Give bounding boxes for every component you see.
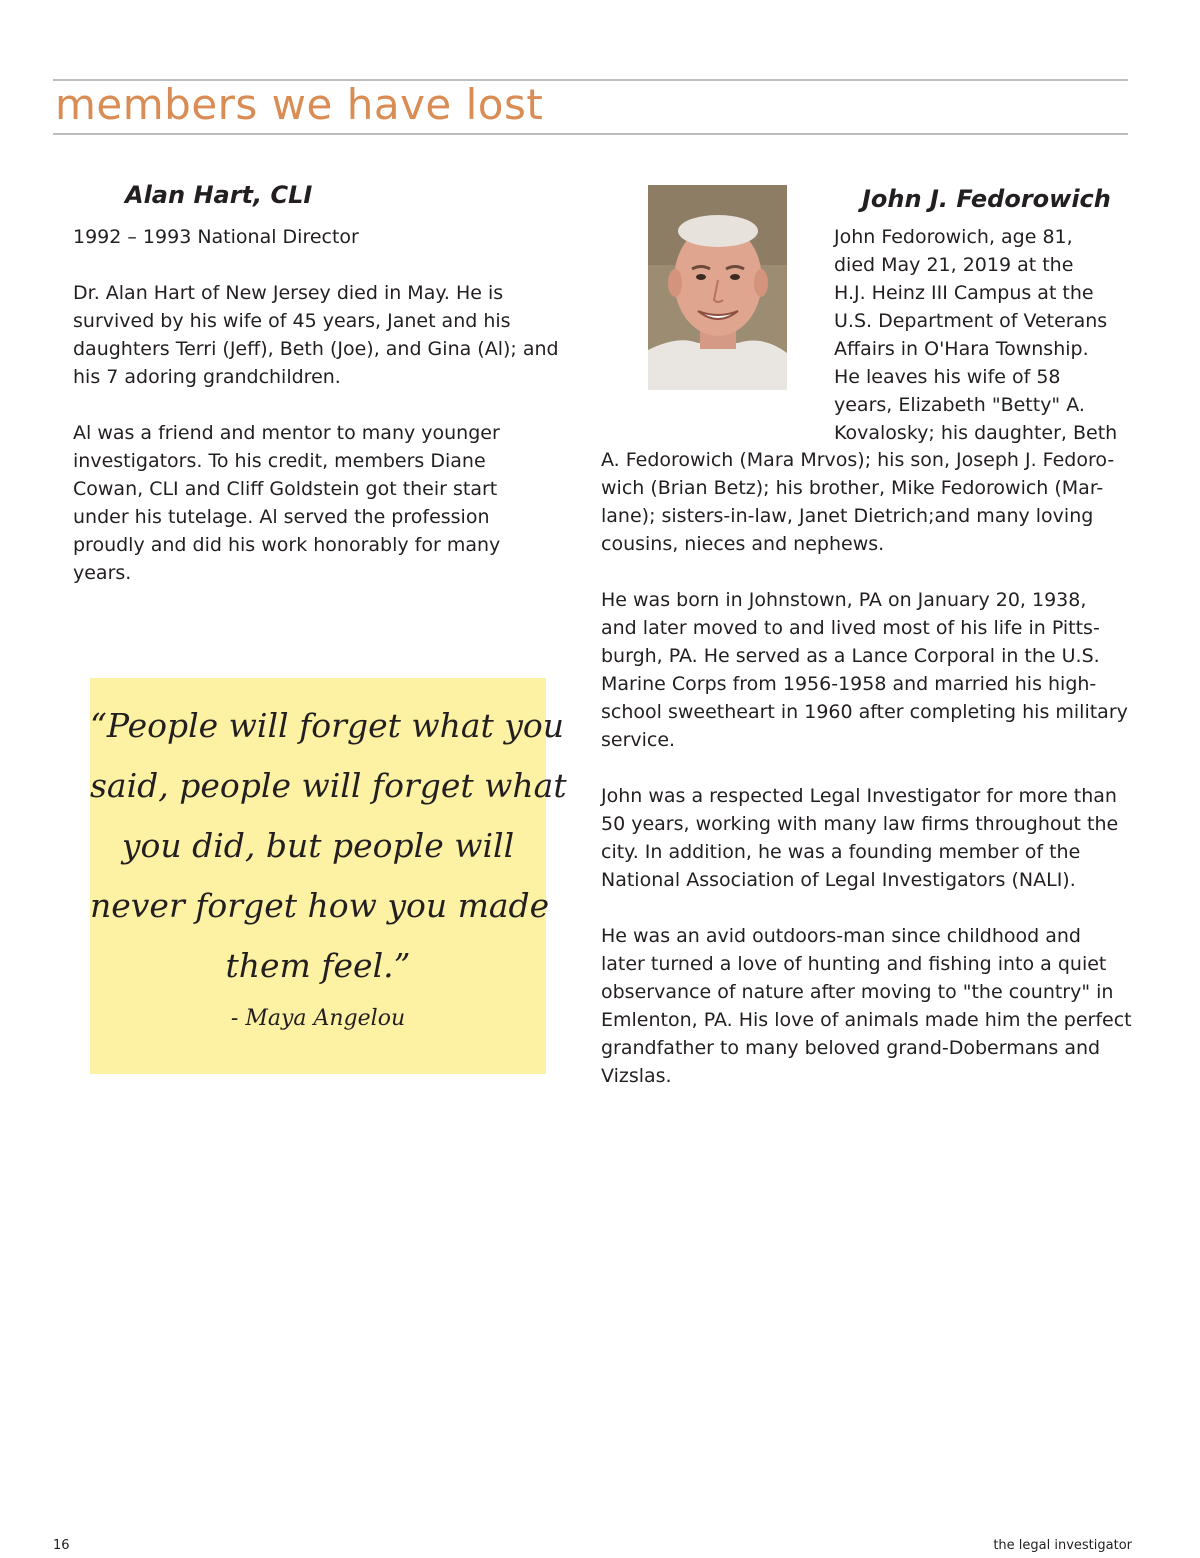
intro-line: U.S. Department of Veterans	[834, 310, 1108, 332]
john-fedorowich-name: John J. Fedorowich	[862, 185, 1111, 213]
obituary-line: He was an avid outdoors-man since childhood and	[601, 925, 1081, 947]
alan-hart-title: 1992 – 1993 National Director	[73, 226, 359, 248]
quote-line: said, people will forget what	[90, 766, 567, 805]
intro-line: H.J. Heinz III Campus at the	[834, 282, 1094, 304]
obituary-line: burgh, PA. He served as a Lance Corporal in the U.S.	[601, 645, 1100, 667]
obituary-line: John was a respected Legal Investigator for more than	[601, 785, 1117, 807]
quote-line: them feel.”	[225, 946, 411, 985]
intro-line: died May 21, 2019 at the	[834, 254, 1074, 276]
alan-hart-family: Dr. Alan Hart of New Jersey died in May. He is survived by his wife of 45 years, Janet and his daughters Terri (Jeff), Beth (Joe), and Gina (Al); and his 7 adoring grandchildren.	[73, 282, 559, 388]
obituary-line: grandfather to many beloved grand-Dobermans and	[601, 1037, 1101, 1059]
quote-line: you did, but people will	[121, 826, 515, 865]
intro-line: Kovalosky; his daughter, Beth	[834, 422, 1118, 444]
obituary-line: Marine Corps from 1956-1958 and married his high-	[601, 673, 1097, 695]
obituary-line: and later moved to and lived most of his life in Pitts-	[601, 617, 1100, 639]
page-number: 16	[53, 1538, 70, 1553]
intro-line: John Fedorowich, age 81,	[834, 226, 1073, 248]
obituary-line: wich (Brian Betz); his brother, Mike Fedorowich (Mar-	[601, 477, 1104, 499]
intro-line: Affairs in O'Hara Township.	[834, 338, 1089, 360]
obituary-line: National Association of Legal Investigators (NALI).	[601, 869, 1076, 891]
paragraph-gap	[601, 894, 1121, 922]
portrait-illustration	[648, 185, 787, 390]
john-fedorowich-intro	[834, 223, 1134, 447]
intro-line: years, Elizabeth "Betty" A.	[834, 394, 1085, 416]
john-fedorowich-obituary	[601, 446, 1132, 1090]
paragraph-gap	[601, 558, 1121, 586]
quote-text	[90, 696, 567, 996]
obituary-line: service.	[601, 729, 676, 751]
obituary-line: later turned a love of hunting and fishing into a quiet	[601, 953, 1107, 975]
obituary-line: lane); sisters-in-law, Janet Dietrich;and many loving	[601, 505, 1094, 527]
obituary-line: Emlenton, PA. His love of animals made him the perfect	[601, 1009, 1132, 1031]
obituary-line: Vizslas.	[601, 1065, 672, 1087]
alan-hart-obituary	[73, 223, 573, 615]
obituary-line: A. Fedorowich (Mara Mrvos); his son, Joseph J. Fedoro-	[601, 449, 1115, 471]
alan-hart-tribute: Al was a friend and mentor to many younger investigators. To his credit, members Diane Cowan, CLI and Cliff Goldstein got their start under his tutelage. Al served the profession proudly and did his work honorably for many years.	[73, 422, 501, 584]
quote-box	[90, 678, 567, 1074]
obituary-line: school sweetheart in 1960 after completing his military	[601, 701, 1128, 723]
page-title: members we have lost	[55, 80, 544, 129]
publication-name: the legal investigator	[993, 1538, 1132, 1553]
obituary-line: city. In addition, he was a founding member of the	[601, 841, 1081, 863]
paragraph-gap	[601, 754, 1121, 782]
quote-line: “People will forget what you	[90, 706, 565, 745]
quote-attribution: - Maya Angelou	[230, 1006, 406, 1031]
obituary-line: He was born in Johnstown, PA on January 20, 1938,	[601, 589, 1087, 611]
obituary-line: cousins, nieces and nephews.	[601, 533, 885, 555]
quote-line: never forget how you made	[90, 886, 550, 925]
obituary-line: observance of nature after moving to "the country" in	[601, 981, 1114, 1003]
intro-line: He leaves his wife of 58	[834, 366, 1061, 388]
title-rule	[53, 133, 1128, 135]
alan-hart-name: Alan Hart, CLI	[125, 181, 313, 209]
john-fedorowich-photo	[648, 185, 787, 390]
obituary-line: 50 years, working with many law firms throughout the	[601, 813, 1119, 835]
